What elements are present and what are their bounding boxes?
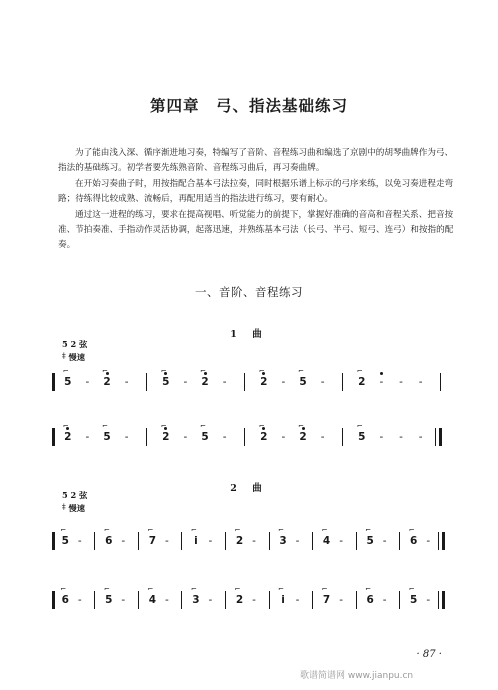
barline: [138, 532, 139, 550]
note-dash: -: [382, 594, 387, 606]
bow-mark: ⌐: [190, 585, 197, 593]
note: 4 ⌐: [321, 526, 331, 547]
start-barline: [52, 428, 55, 446]
note: 5 ⌐: [365, 526, 374, 547]
note: 7 ⌐: [147, 526, 157, 547]
barline: [312, 532, 313, 550]
note-dash: -: [375, 376, 387, 388]
octave-dot: [380, 372, 383, 375]
piece-1-line-2: [58, 422, 450, 451]
piece-1-tuning: 5 2 弦: [62, 339, 88, 349]
note: 5 ⌐: [102, 422, 111, 443]
piece-1-tempo-mark: ‡: [62, 351, 66, 360]
piece-2-meta: [62, 489, 87, 514]
note-dash: -: [418, 431, 423, 443]
bow-mark: ⌐: [102, 422, 108, 430]
note: 4 ⌐: [147, 585, 157, 606]
note: 6 ⌐: [60, 585, 69, 606]
note-dash: -: [183, 431, 188, 443]
note: 2 ⌐: [356, 367, 366, 388]
note: 2 ⌐: [234, 526, 244, 547]
note: 6 ⌐: [408, 526, 418, 547]
note: 5 ⌐: [62, 367, 72, 388]
intro-paragraph-1: 为了能由浅入深、循序渐进地习奏，特编写了音阶、音程练习曲和编选了京剧中的胡琴曲牌作为弓、指法的基础练习。初学者要先练熟音阶、音程练习曲后，再习奏曲牌。: [58, 148, 454, 174]
bow-mark: ⌐: [60, 585, 67, 593]
bow-mark: ⌐: [408, 585, 415, 593]
bow-mark: ⌐: [102, 367, 108, 375]
note-dash: -: [208, 535, 213, 547]
note: 2 ⌐: [258, 367, 268, 388]
barline: [342, 428, 343, 446]
piece-2-tuning: 5 2 弦: [62, 490, 88, 500]
barline: [181, 591, 182, 609]
note-dash: -: [222, 431, 227, 443]
page-number: · 87 ·: [416, 649, 442, 660]
bow-mark: ⌐: [234, 585, 241, 593]
note: 5 ⌐: [298, 367, 307, 388]
barline: [342, 373, 343, 391]
bow-mark: ⌐: [356, 367, 363, 375]
bow-mark: ⌐: [408, 526, 415, 534]
bow-mark: ⌐: [258, 367, 265, 375]
barline: [181, 532, 182, 550]
barline: [438, 591, 439, 609]
note-dash: -: [77, 535, 82, 547]
note-dash: -: [77, 594, 82, 606]
note-dash: -: [124, 376, 129, 388]
piece-1-tempo: 慢速: [68, 352, 85, 362]
piece-1-title: 1 曲: [230, 329, 268, 340]
start-barline: [52, 532, 55, 550]
bow-mark: ⌐: [234, 526, 241, 534]
barline: [244, 373, 245, 391]
note: 2 ⌐: [102, 367, 111, 388]
note-dash: -: [121, 594, 126, 606]
note-dash: -: [121, 535, 126, 547]
note-dash: -: [281, 431, 286, 443]
note-dash: -: [320, 376, 325, 388]
barline: [312, 591, 313, 609]
barline: [138, 591, 139, 609]
intro-text: [58, 146, 456, 254]
note-dash: -: [208, 594, 213, 606]
note: 5 ⌐: [408, 585, 418, 606]
note-dash: -: [164, 535, 169, 547]
piece-2-tempo-mark: ‡: [62, 502, 66, 511]
bow-mark: ⌐: [365, 526, 372, 534]
note-dash: -: [183, 376, 188, 388]
note: 5 ⌐: [103, 585, 113, 606]
note: 3 ⌐: [190, 585, 200, 606]
bow-mark: ⌐: [321, 585, 328, 593]
end-barline: [442, 591, 445, 609]
note-dash: -: [339, 535, 343, 547]
note: i ⌐: [190, 526, 198, 547]
note: 2 ⌐: [62, 422, 72, 443]
note: 5 ⌐: [160, 367, 170, 388]
barline: [244, 428, 245, 446]
piece-1-line-1: [58, 367, 450, 396]
bow-mark: ⌐: [356, 422, 363, 430]
bow-mark: ⌐: [365, 585, 372, 593]
note: 6 ⌐: [365, 585, 374, 606]
bow-mark: ⌐: [62, 367, 69, 375]
note-dash: -: [399, 376, 403, 388]
note: 2 ⌐: [298, 422, 307, 443]
bow-mark: ⌐: [103, 526, 110, 534]
barline: [225, 532, 226, 550]
note-dash: -: [85, 376, 90, 388]
bow-mark: ⌐: [258, 422, 265, 430]
note: 2 ⌐: [160, 422, 170, 443]
barline: [146, 373, 147, 391]
note-dash: -: [164, 594, 169, 606]
note-dash: -: [418, 376, 423, 388]
note: 2 ⌐: [258, 422, 268, 443]
piece-2-tempo: 慢速: [68, 503, 85, 513]
bow-mark: ⌐: [190, 526, 197, 534]
note-dash: -: [124, 431, 129, 443]
note: 6 ⌐: [103, 526, 113, 547]
barline: [438, 532, 439, 550]
piece-2-title: 2 曲: [230, 483, 268, 494]
note: 5 ⌐: [200, 422, 209, 443]
intro-paragraph-2: 在开始习奏曲子时，用按指配合基本弓法拉奏，同时根据乐谱上标示的弓序来练，以免习奏进程走弯路；待练得比较成熟、流畅后，再配用适当的指法进行练习，要有耐心。: [58, 178, 454, 205]
end-barline: [439, 428, 442, 446]
barline: [399, 591, 400, 609]
intro-paragraph-3: 通过这一进程的练习，要求在提高视唱、听觉能力的前提下，掌握好准确的音高和音程关系、把音按准、节拍奏准、手指动作灵活协调，起落迅速，并熟练基本弓法（长弓、半弓、短弓、连弓）和按指的配奏。: [58, 209, 454, 251]
note-dash: -: [252, 594, 256, 606]
barline: [356, 532, 357, 550]
bow-mark: ⌐: [60, 526, 67, 534]
end-barline: [442, 532, 445, 550]
bow-mark: ⌐: [62, 422, 69, 430]
note-dash: -: [399, 431, 403, 443]
start-barline: [52, 373, 55, 391]
bow-mark: ⌐: [160, 367, 167, 375]
barline: [225, 591, 226, 609]
note-dash: -: [222, 376, 227, 388]
note-dash: -: [339, 594, 343, 606]
start-barline: [52, 591, 55, 609]
bow-mark: ⌐: [298, 367, 304, 375]
note-dash: -: [426, 535, 431, 547]
watermark: 歌谱简谱网 www.jianpu.cn: [300, 671, 414, 681]
note-dash: -: [295, 535, 300, 547]
note: i ⌐: [278, 585, 285, 606]
note: 5 ⌐: [356, 422, 366, 443]
section-title: 一、音阶、音程练习: [195, 285, 303, 299]
bow-mark: ⌐: [200, 367, 206, 375]
barline: [94, 532, 95, 550]
note-dash: -: [295, 594, 300, 606]
bow-mark: ⌐: [278, 585, 284, 593]
bow-mark: ⌐: [278, 526, 284, 534]
bow-mark: ⌐: [103, 585, 110, 593]
note: 2 ⌐: [200, 367, 209, 388]
barline: [356, 591, 357, 609]
note: 3 ⌐: [278, 526, 287, 547]
barline: [146, 428, 147, 446]
bow-mark: ⌐: [147, 526, 154, 534]
note-dash: -: [320, 431, 325, 443]
bow-mark: ⌐: [200, 422, 206, 430]
piece-2-line-1: [58, 526, 450, 555]
barline: [435, 428, 436, 446]
barline: [269, 532, 270, 550]
piece-1-meta: [62, 338, 87, 363]
chapter-title: 第四章 弓、指法基础练习: [149, 97, 348, 115]
bow-mark: ⌐: [298, 422, 304, 430]
barline: [440, 373, 441, 391]
barline: [269, 591, 270, 609]
note-dash: -: [281, 376, 286, 388]
piece-2-line-2: [58, 585, 450, 614]
note-dash: -: [426, 594, 431, 606]
barline: [399, 532, 400, 550]
note: 2 ⌐: [234, 585, 244, 606]
note: 5 ⌐: [60, 526, 69, 547]
bow-mark: ⌐: [160, 422, 167, 430]
bow-mark: ⌐: [147, 585, 154, 593]
note-dash: -: [379, 431, 384, 443]
barline: [94, 591, 95, 609]
note-dash: -: [252, 535, 256, 547]
note-dash: -: [382, 535, 387, 547]
bow-mark: ⌐: [321, 526, 328, 534]
note-dash: -: [85, 431, 90, 443]
note: 7 ⌐: [321, 585, 331, 606]
